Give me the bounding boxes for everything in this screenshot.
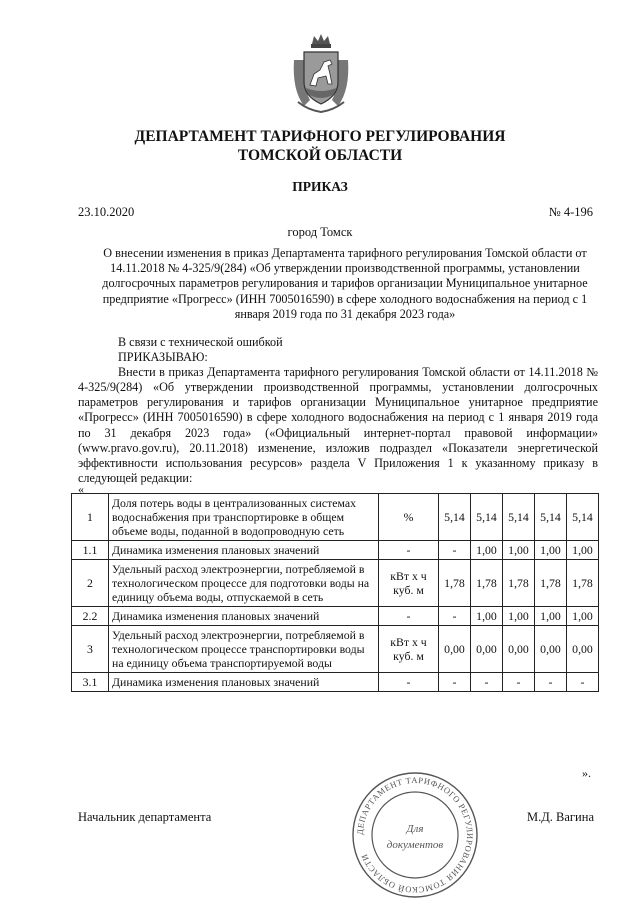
row-number: 1.1 [72, 541, 109, 560]
table-row [72, 607, 599, 626]
value-year-5: 5,14 [567, 494, 599, 541]
indicator-name: Удельный расход электроэнергии, потребляемой в технологическом процессе транспортировки воды на единицу объема транспортируемой воды [109, 626, 379, 673]
table-row [72, 541, 599, 560]
row-number: 3 [72, 626, 109, 673]
row-number: 2 [72, 560, 109, 607]
unit-of-measure: % [379, 494, 439, 541]
order-word: ПРИКАЗЫВАЮ: [118, 350, 208, 365]
value-year-5: 1,78 [567, 560, 599, 607]
value-year-4: 5,14 [535, 494, 567, 541]
value-year-1: 0,00 [439, 626, 471, 673]
value-year-2: 1,78 [471, 560, 503, 607]
value-year-4: - [535, 673, 567, 692]
value-year-1: - [439, 607, 471, 626]
value-year-1: 1,78 [439, 560, 471, 607]
value-year-1: 5,14 [439, 494, 471, 541]
table-row [72, 494, 599, 541]
value-year-5: 0,00 [567, 626, 599, 673]
official-stamp [350, 770, 480, 900]
indicator-name: Динамика изменения плановых значений [109, 607, 379, 626]
row-number: 1 [72, 494, 109, 541]
stamp-line2: документов [386, 839, 444, 851]
indicator-name: Доля потерь воды в централизованных системах водоснабжения при транспортировке в общем объеме воды, поданной в водопроводную сеть [109, 494, 379, 541]
value-year-4: 0,00 [535, 626, 567, 673]
value-year-2: 0,00 [471, 626, 503, 673]
value-year-3: - [503, 673, 535, 692]
table-row [72, 560, 599, 607]
row-number: 3.1 [72, 673, 109, 692]
department-title-line1: ДЕПАРТАМЕНТ ТАРИФНОГО РЕГУЛИРОВАНИЯ [134, 128, 506, 145]
value-year-3: 1,78 [503, 560, 535, 607]
row-number: 2.2 [72, 607, 109, 626]
value-year-2: - [471, 673, 503, 692]
quote-close: ». [582, 766, 591, 780]
reason-text: В связи с технической ошибкой [118, 335, 283, 349]
indicator-name: Удельный расход электроэнергии, потребляемой в технологическом процессе для подготовки воды на единицу объема воды, отпускаемой в сеть [109, 560, 379, 607]
department-title [80, 127, 560, 165]
value-year-3: 1,00 [503, 607, 535, 626]
value-year-2: 1,00 [471, 541, 503, 560]
value-year-3: 1,00 [503, 541, 535, 560]
quote-open: « [78, 482, 84, 496]
unit-of-measure: кВт х ч куб. м [379, 626, 439, 673]
value-year-1: - [439, 673, 471, 692]
value-year-5: 1,00 [567, 541, 599, 560]
unit-of-measure: - [379, 673, 439, 692]
indicator-name: Динамика изменения плановых значений [109, 541, 379, 560]
order-paragraph: Внести в приказ Департамента тарифного регулирования Томской области от 14.11.2018 № 4-325/9(284) «Об утверждении производственной программы, установлении долгосрочных параметров регулирования и тарифов организации Муниципальное унитарное предприятие «Прогресс» (ИНН 7005016590) в сфере холодного водоснабжения на период с 1 января 2019 года по 31 декабря 2023 года» («Официальный интернет-портал правовой информации» (www.pravo.gov.ru), 20.11.2018) изменение, изложив подраздел «Показатели энергетической эффективности использования ресурсов» раздела V Приложения 1 к указанному приказу в следующей редакции: [78, 365, 598, 485]
document-number: № 4-196 [548, 205, 593, 219]
value-year-4: 1,00 [535, 607, 567, 626]
table-row [72, 626, 599, 673]
unit-of-measure: - [379, 607, 439, 626]
coat-of-arms-icon [290, 30, 352, 114]
value-year-1: - [439, 541, 471, 560]
stamp-line1: Для [406, 823, 424, 835]
value-year-4: 1,78 [535, 560, 567, 607]
signer-position: Начальник департамента [78, 810, 212, 824]
unit-of-measure: - [379, 541, 439, 560]
value-year-5: - [567, 673, 599, 692]
document-city: город Томск [287, 225, 353, 239]
department-title-line2: ТОМСКОЙ ОБЛАСТИ [237, 147, 403, 164]
value-year-2: 1,00 [471, 607, 503, 626]
document-type: ПРИКАЗ [292, 179, 348, 194]
unit-of-measure: кВт х ч куб. м [379, 560, 439, 607]
document-subject: О внесении изменения в приказ Департамента тарифного регулирования Томской области от 14.11.2018 № 4-325/9(284) «Об утверждении производственной программы, установлении долгосрочных параметров регулирования и тарифов организации Муниципальное унитарное предприятие «Прогресс» (ИНН 7005016590) в сфере холодного водоснабжения на период с 1 января 2019 года по 31 декабря 2023 года» [102, 246, 588, 321]
value-year-2: 5,14 [471, 494, 503, 541]
table-row [72, 673, 599, 692]
value-year-3: 0,00 [503, 626, 535, 673]
document-body [78, 335, 598, 486]
signer-name: М.Д. Вагина [527, 810, 594, 824]
value-year-4: 1,00 [535, 541, 567, 560]
stamp-ring-text: ДЕПАРТАМЕНТ ТАРИФНОГО РЕГУЛИРОВАНИЯ ТОМСКОЙ ОБЛАСТИ [354, 774, 476, 896]
indicators-table [71, 493, 599, 692]
document-date: 23.10.2020 [78, 205, 135, 219]
value-year-5: 1,00 [567, 607, 599, 626]
value-year-3: 5,14 [503, 494, 535, 541]
indicator-name: Динамика изменения плановых значений [109, 673, 379, 692]
